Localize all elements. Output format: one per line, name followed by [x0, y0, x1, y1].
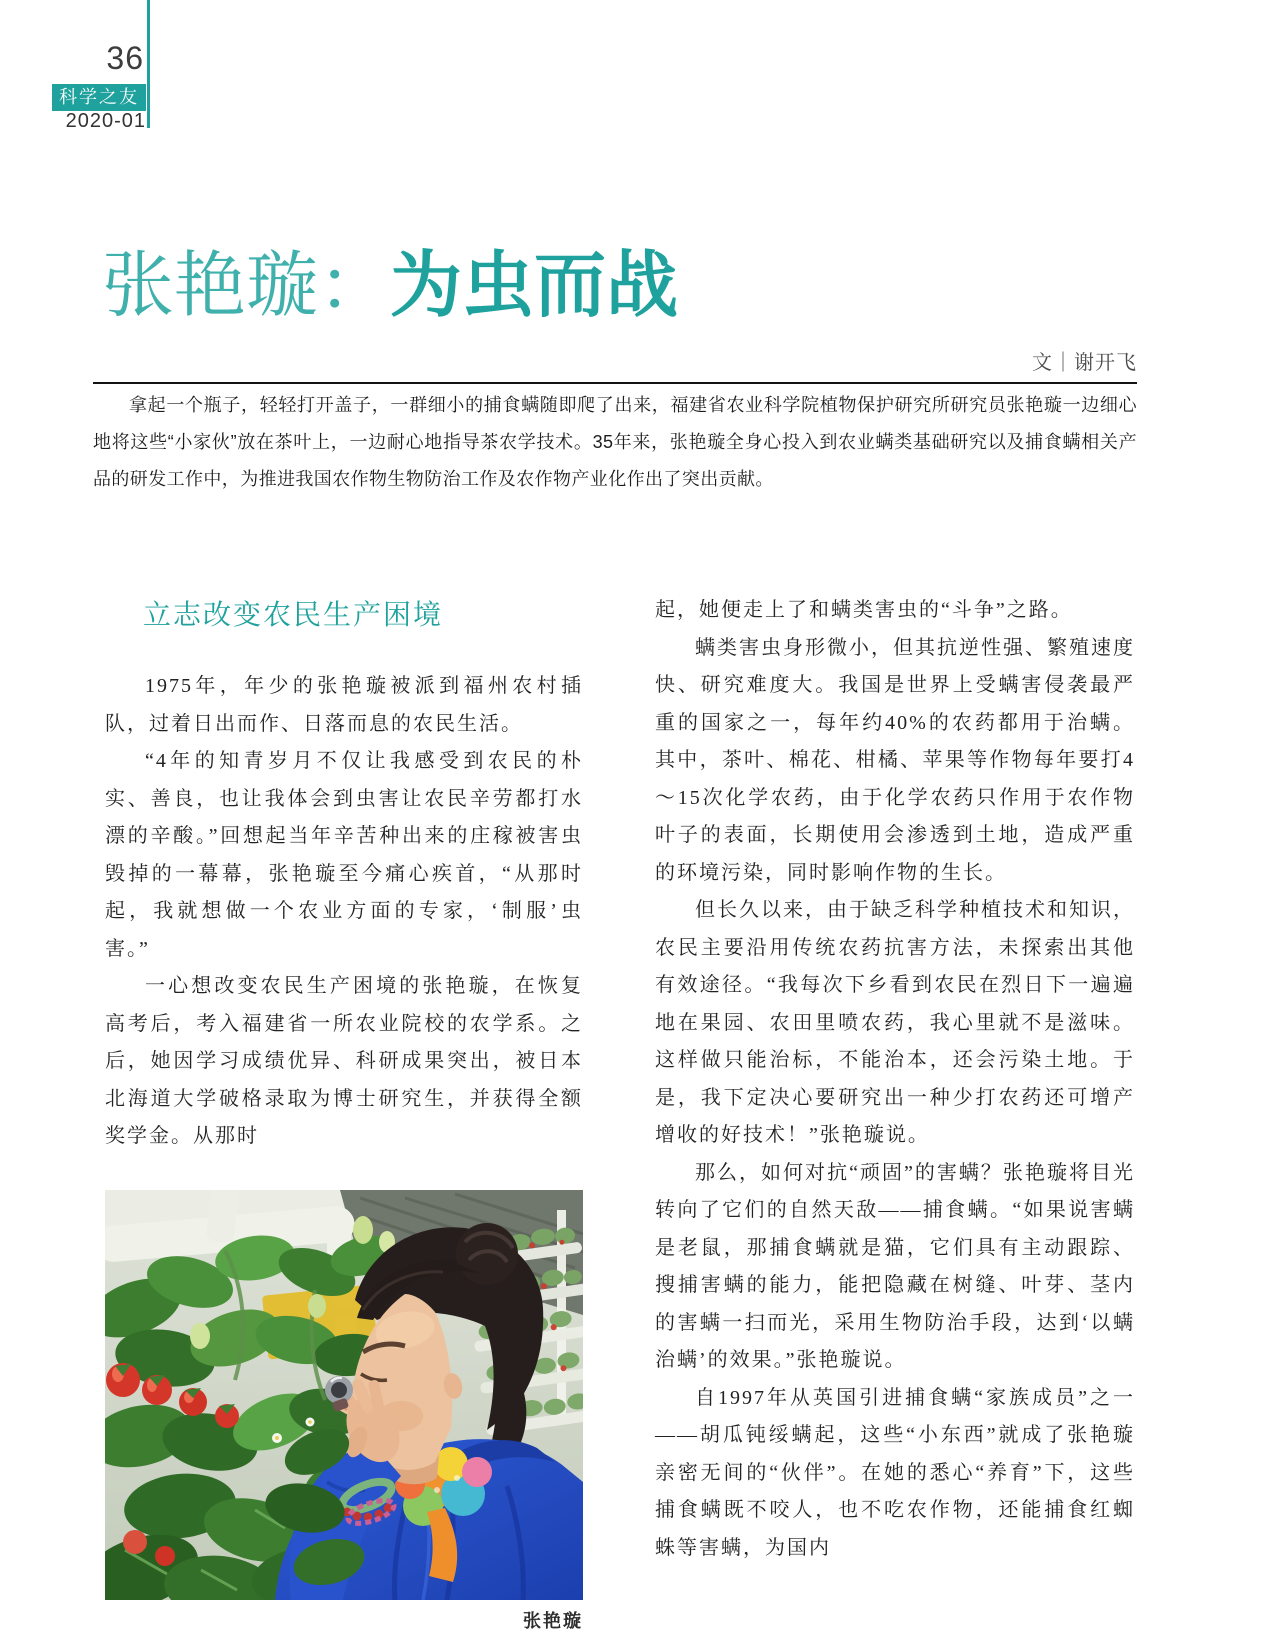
masthead-accent-line — [147, 0, 150, 128]
issue-date: 2020-01 — [65, 110, 146, 132]
body-paragraph: 1975年，年少的张艳璇被派到福州农村插队，过着日出而作、日落而息的农民生活。 — [105, 675, 583, 735]
body-paragraph: 起，她便走上了和螨类害虫的“斗争”之路。 — [655, 599, 1073, 621]
body-paragraph: 但长久以来，由于缺乏科学种植技术和知识，农民主要沿用传统农药抗害方法，未探索出其他有效途径。“我每次下乡看到农民在烈日下一遍遍地在果园、农田里喷农药，我心里就不是滋味。这样做只能治标，不能治本，还会污染土地。于是，我下定决心要研究出一种少打农药还可增产增收的好技术！”张艳璇说。 — [655, 899, 1135, 1146]
body-paragraph: 一心想改变农民生产困境的张艳璇，在恢复高考后，考入福建省一所农业院校的农学系。之后，她因学习成绩优异、科研成果突出，被日本北海道大学破格录取为博士研究生，并获得全额奖学金。从那时 — [105, 975, 583, 1147]
body-paragraph: 自1997年从英国引进捕食螨“家族成员”之一——胡瓜钝绥螨起，这些“小东西”就成了张艳璇亲密无间的“伙伴”。在她的悉心“养育”下，这些捕食螨既不咬人，也不吃农作物，还能捕食红蜘蛛等害螨，为国内 — [655, 1386, 1135, 1559]
body-paragraph: “4年的知青岁月不仅让我感受到农民的朴实、善良，也让我体会到虫害让农民辛劳都打水漂的辛酸。”回想起当年辛苦种出来的庄稼被害虫毁掉的一幕幕，张艳璇至今痛心疾首，“从那时起，我就想做一个农业方面的专家，‘制服’虫害。” — [105, 750, 583, 960]
article-title — [102, 246, 678, 326]
photo-caption: 张艳璇 — [523, 1610, 583, 1631]
page-number: 36 — [106, 40, 144, 76]
title-person-name: 张艳璇： — [102, 246, 391, 326]
title-divider-rule — [93, 382, 1137, 384]
body-paragraph: 螨类害虫身形微小，但其抗逆性强、繁殖速度快、研究难度大。我国是世界上受螨害侵袭最严重的国家之一，每年约40%的农药都用于治螨。其中，茶叶、棉花、柑橘、苹果等作物每年要打4～15次化学农药，由于化学农药只作用于农作物叶子的表面，长期使用会渗透到土地，造成严重的环境污染，同时影响作物的生长。 — [655, 636, 1135, 884]
intro-paragraph: 拿起一个瓶子，轻轻打开盖子，一群细小的捕食螨随即爬了出来，福建省农业科学院植物保护研究所研究员张艳璇一边细心地将这些“小家伙”放在茶叶上，一边耐心地指导茶农学技术。35年来，张艳璇全身心投入到农业螨类基础研究以及捕食螨相关产品的研发工作中，为推进我国农作物生物防治工作及农作物产业化作出了突出贡献。 — [93, 395, 1137, 489]
photo-figure — [105, 1190, 583, 1633]
right-column — [655, 592, 1135, 1567]
title-emphasis: 为虫而战 — [390, 246, 679, 326]
left-column — [105, 598, 583, 1633]
photo-zhang-yanxuan-greenhouse — [105, 1190, 583, 1600]
section-heading: 立志改变农民生产困境 — [143, 599, 444, 630]
magazine-name-badge: 科学之友 — [52, 84, 146, 111]
body-paragraph: 那么，如何对抗“顽固”的害螨？张艳璇将目光转向了它们的自然天敌——捕食螨。“如果说害螨是老鼠，那捕食螨就是猫，它们具有主动跟踪、搜捕害螨的能力，能把隐藏在树缝、叶芽、茎内的害螨一扫而光，采用生物防治手段，达到‘以螨治螨’的效果。”张艳璇说。 — [655, 1161, 1135, 1371]
byline: 文｜谢开飞 — [1032, 352, 1137, 374]
